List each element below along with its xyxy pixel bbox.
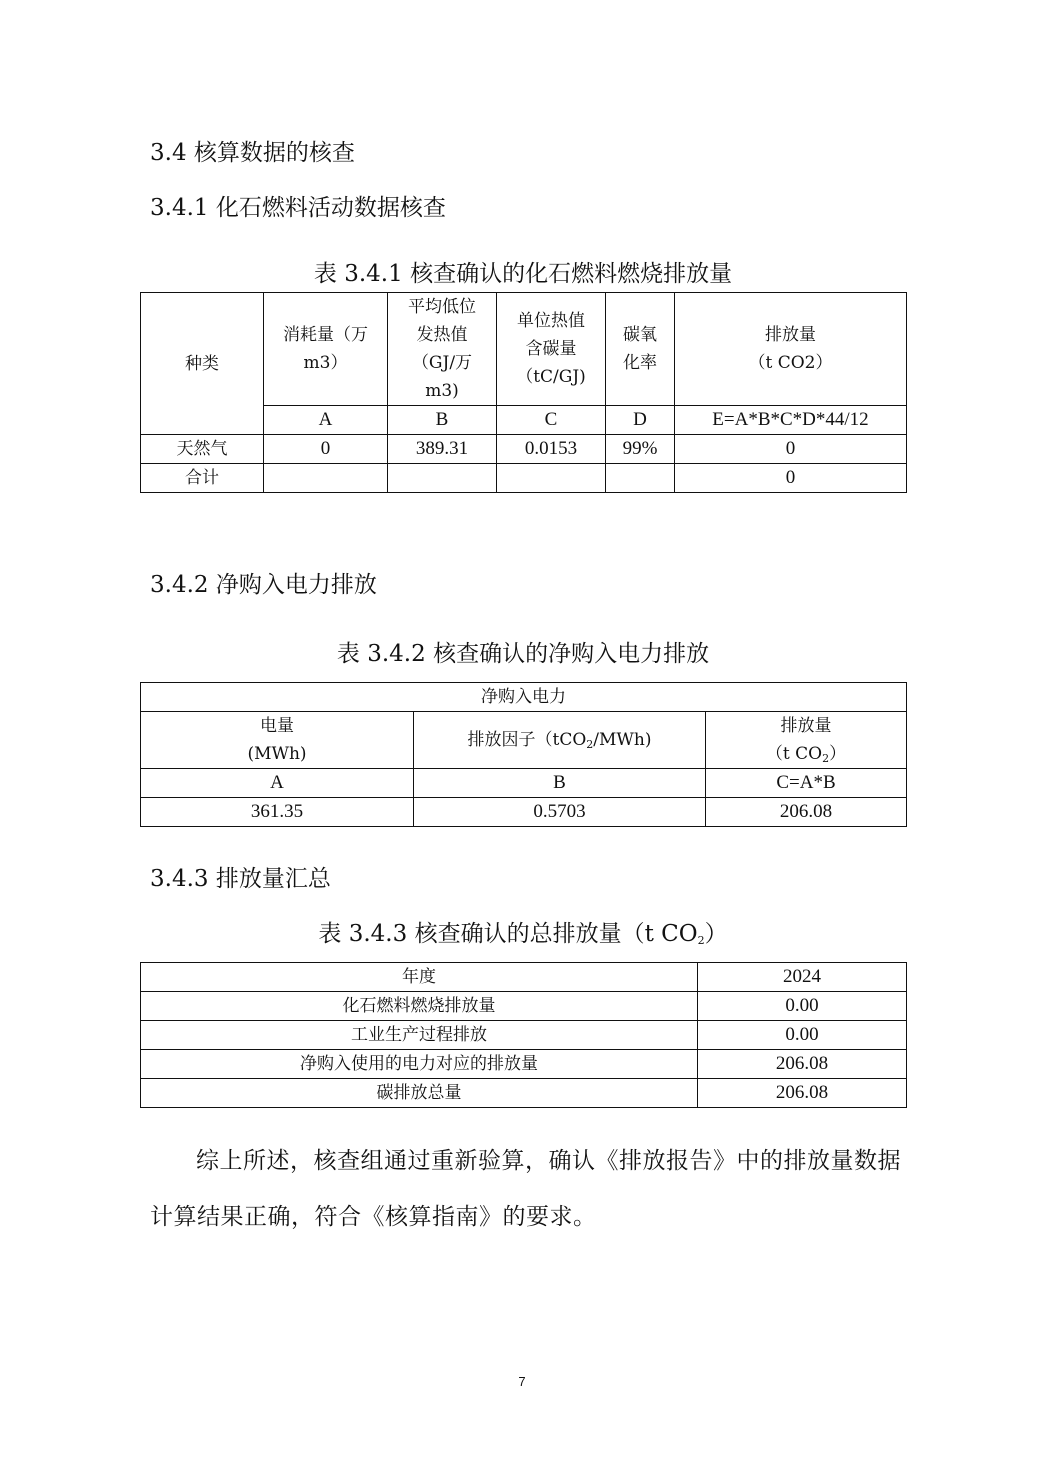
code-d: D	[606, 406, 675, 435]
factor-label-sub: 2	[586, 738, 594, 751]
total-oxidation	[606, 464, 675, 493]
header-year-value: 2024	[698, 963, 907, 992]
unit-pre: （t CO	[765, 744, 823, 764]
section-heading-3-4-1: 3.4.1 化石燃料活动数据核查	[150, 195, 446, 221]
table2-caption: 表 3.4.2 核查确认的净购入电力排放	[336, 641, 710, 667]
row-carbon: 0.0153	[497, 435, 606, 464]
header-emission	[675, 293, 907, 406]
row-ncv: 389.31	[388, 435, 497, 464]
code-c-formula: C=A*B	[706, 769, 907, 798]
header-oxidation	[606, 293, 675, 406]
row-oxidation: 99%	[606, 435, 675, 464]
factor-label-pre: 排放因子（tCO	[467, 730, 587, 750]
total-label: 合计	[141, 464, 264, 493]
emission-value: 206.08	[706, 798, 907, 827]
purchased-electricity-table	[140, 682, 907, 827]
table3-caption-post: ）	[704, 921, 728, 947]
header-oxidation-line1: 碳氧	[623, 325, 657, 345]
header-consumption-line2: m3）	[303, 353, 348, 373]
header-ncv-line4: m3)	[425, 381, 459, 401]
header-emission-line2: （t CO2）	[748, 353, 833, 373]
header-carbon-content	[497, 293, 606, 406]
section-heading-3-4-3: 3.4.3 排放量汇总	[150, 866, 331, 892]
code-b: B	[388, 406, 497, 435]
table2-title: 净购入电力	[141, 683, 907, 712]
header-power-line1: 电量	[260, 716, 294, 736]
total-consumption	[264, 464, 388, 493]
unit-post: ）	[829, 744, 847, 764]
table3-caption	[140, 919, 906, 949]
code-c: C	[497, 406, 606, 435]
table-row	[141, 1021, 907, 1050]
summary-label: 化石燃料燃烧排放量	[141, 992, 698, 1021]
header-carbon-line3: （tC/GJ)	[516, 367, 586, 387]
summary-value: 206.08	[698, 1079, 907, 1108]
table-row	[141, 1050, 907, 1079]
header-power	[141, 712, 414, 769]
code-b: B	[414, 769, 706, 798]
page-number: 7	[518, 1374, 526, 1389]
header-oxidation-line2: 化率	[623, 353, 657, 373]
header-ncv	[388, 293, 497, 406]
row-consumption: 0	[264, 435, 388, 464]
summary-label: 碳排放总量	[141, 1079, 698, 1108]
emission-summary-table	[140, 962, 907, 1108]
summary-value: 0.00	[698, 992, 907, 1021]
table1-caption: 表 3.4.1 核查确认的化石燃料燃烧排放量	[313, 261, 733, 287]
header-year-label: 年度	[141, 963, 698, 992]
table-row	[141, 992, 907, 1021]
table-row	[141, 1079, 907, 1108]
summary-value: 206.08	[698, 1050, 907, 1079]
section-heading-3-4: 3.4 核算数据的核查	[150, 140, 355, 166]
row-emission: 0	[675, 435, 907, 464]
total-ncv	[388, 464, 497, 493]
power-value: 361.35	[141, 798, 414, 827]
header-ncv-line2: 发热值	[416, 325, 468, 345]
header-consumption	[264, 293, 388, 406]
header-emission-factor	[414, 712, 706, 769]
table-row	[141, 435, 907, 464]
header-ncv-line1: 平均低位	[408, 297, 476, 317]
table3-caption-sub: 2	[697, 934, 705, 947]
header-consumption-line1: 消耗量（万	[283, 325, 368, 345]
header-power-line2: (MWh)	[247, 744, 307, 764]
header-emission	[706, 712, 907, 769]
header-ncv-line3: （GJ/万	[411, 353, 473, 373]
table-row	[141, 798, 907, 827]
code-a: A	[264, 406, 388, 435]
summary-label: 工业生产过程排放	[141, 1021, 698, 1050]
table3-caption-pre: 表 3.4.3 核查确认的总排放量（t CO	[318, 921, 698, 947]
total-carbon	[497, 464, 606, 493]
code-e-formula: E=A*B*C*D*44/12	[675, 406, 907, 435]
header-carbon-line1: 单位热值	[517, 311, 585, 331]
fossil-fuel-table	[140, 292, 907, 493]
header-emission-line1: 排放量	[765, 325, 816, 345]
conclusion-paragraph: 综上所述，核查组通过重新验算，确认《排放报告》中的排放量数据计算结果正确，符合《核算指南》的要求。	[150, 1148, 901, 1230]
factor-label-post: /MWh)	[593, 730, 652, 750]
section-heading-3-4-2: 3.4.2 净购入电力排放	[150, 572, 377, 598]
code-a: A	[141, 769, 414, 798]
total-emission: 0	[675, 464, 907, 493]
header-emission-label: 排放量	[780, 716, 832, 736]
header-type: 种类	[141, 293, 264, 435]
unit-sub: 2	[822, 752, 830, 765]
factor-value: 0.5703	[414, 798, 706, 827]
header-emission-unit	[708, 740, 904, 768]
summary-value: 0.00	[698, 1021, 907, 1050]
row-type: 天然气	[141, 435, 264, 464]
header-carbon-line2: 含碳量	[525, 339, 577, 359]
table-row	[141, 464, 907, 493]
summary-label: 净购入使用的电力对应的排放量	[141, 1050, 698, 1079]
